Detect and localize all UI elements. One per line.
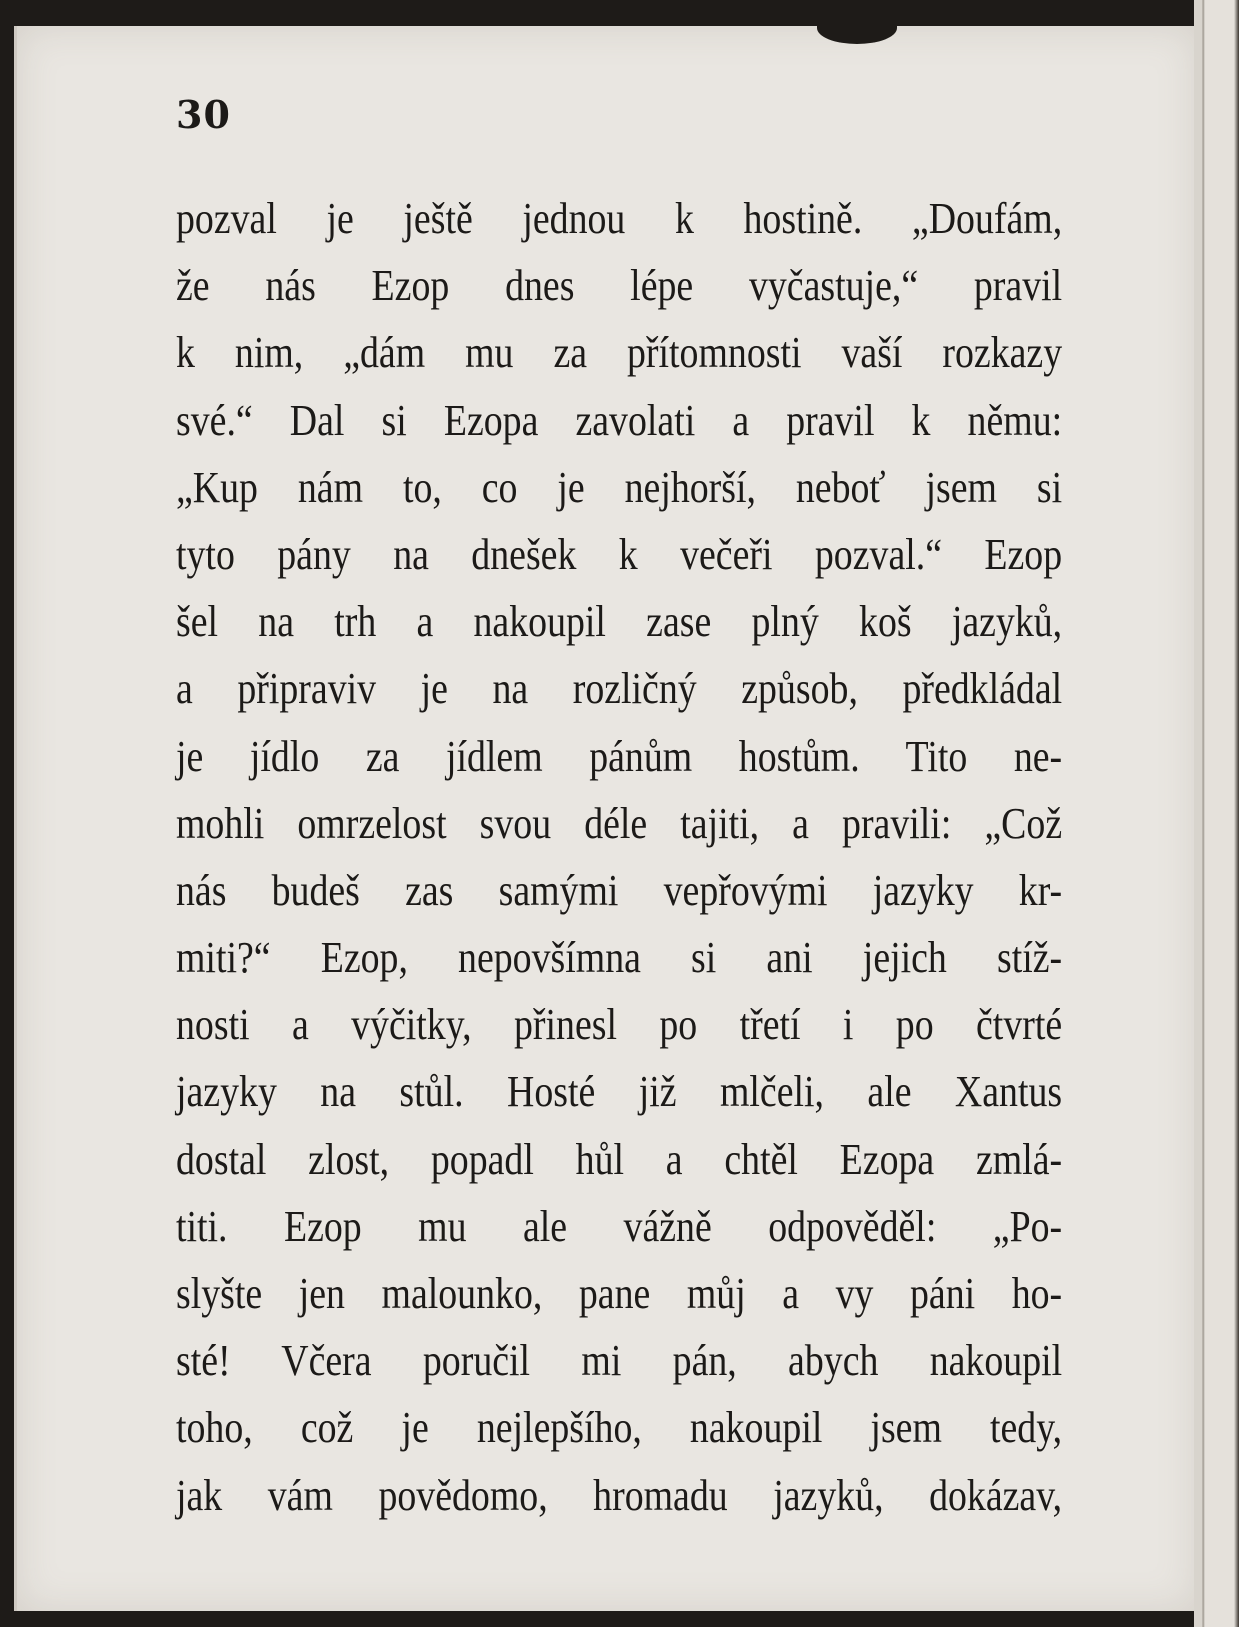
text-line: mohli omrzelost svou déle tajiti, a pravili: „Což bbox=[176, 798, 1063, 848]
page-number: 30 bbox=[176, 92, 231, 137]
text-line: jazyky na stůl. Hosté již mlčeli, ale Xantus bbox=[176, 1067, 1063, 1117]
text-line: nosti a výčitky, přinesl po třetí i po čtvrté bbox=[176, 1000, 1063, 1050]
text-line: pozval je ještě jednou k hostině. „Doufám, bbox=[176, 194, 1063, 243]
text-line: miti?“ Ezop, nepovšímna si ani jejich stíž- bbox=[176, 933, 1063, 983]
text-line: k nim, „dám mu za přítomnosti vaší rozkazy bbox=[176, 328, 1063, 378]
text-line: a připraviv je na rozličný způsob, předkládal bbox=[176, 664, 1063, 714]
text-line: titi. Ezop mu ale vážně odpověděl: „Po- bbox=[176, 1201, 1063, 1251]
text-line: toho, což je nejlepšího, nakoupil jsem tedy, bbox=[176, 1403, 1063, 1453]
text-line: tyto pány na dnešek k večeři pozval.“ Ezop bbox=[176, 529, 1063, 579]
text-line: jak vám povědomo, hromadu jazyků, dokázav, bbox=[176, 1470, 1063, 1520]
text-line: „Kup nám to, co je nejhorší, neboť jsem si bbox=[176, 462, 1063, 512]
text-line: své.“ Dal si Ezopa zavolati a pravil k němu: bbox=[176, 395, 1063, 445]
text-line: je jídlo za jídlem pánům hostům. Tito ne- bbox=[176, 731, 1063, 781]
text-line: sté! Včera poručil mi pán, abych nakoupil bbox=[176, 1336, 1063, 1386]
page-edge bbox=[1194, 0, 1239, 1627]
text-line: slyšte jen malounko, pane můj a vy páni ho- bbox=[176, 1269, 1063, 1318]
text-line: že nás Ezop dnes lépe vyčastuje,“ pravil bbox=[176, 261, 1063, 311]
text-line: dostal zlost, popadl hůl a chtěl Ezopa zmlá- bbox=[176, 1134, 1063, 1184]
text-line: šel na trh a nakoupil zase plný koš jazyků, bbox=[176, 597, 1063, 647]
paper-notch bbox=[817, 26, 897, 44]
body-text bbox=[176, 185, 1062, 1529]
text-line: nás budeš zas samými vepřovými jazyky kr- bbox=[176, 865, 1063, 915]
